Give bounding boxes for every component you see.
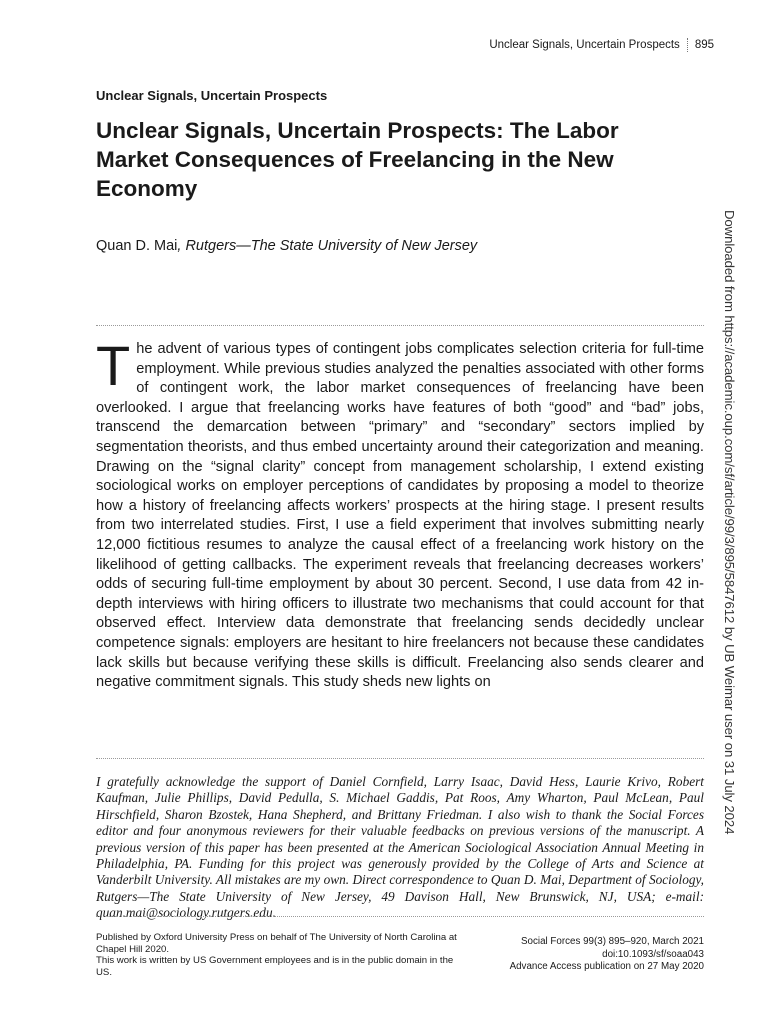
- acknowledgment: I gratefully acknowledge the support of Daniel Cornfield, Larry Isaac, David Hess, Laurie Krivo, Robert Kaufman, Julie Phillips, David Pedulla, S. Michael Gaddis, Pat Roos, Amy Wharton, Paul McLean, Paul Hirschfield, Sharon Bzostek, Hana Shepherd, and Brittany Friedman. I also wish to thank the Social Forces editor and four anonymous reviewers for their valuable feedbacks on previous versions of the manuscript. A previous version of this paper has been presented at the American Sociological Association Annual Meeting in Philadelphia, PA. Funding for this project was generously provided by the College of Arts and Science at Vanderbilt University. All mistakes are my own. Direct correspondence to Quan D. Mai, Department of Sociology, Rutgers—The State University of New Jersey, 49 Davison Hall, New Brunswick, NJ, USA; e-mail: quan.mai@sociology.rutgers.edu.: [96, 774, 704, 921]
- article-title: Unclear Signals, Uncertain Prospects: The Labor Market Consequences of Freelancing in the New Economy: [96, 118, 619, 201]
- running-head: [489, 38, 714, 52]
- article-kicker: Unclear Signals, Uncertain Prospects: [96, 88, 328, 103]
- publisher-line-1: Published by Oxford University Press on behalf of The University of North Carolina at Chapel Hill 2020.: [96, 932, 457, 955]
- author-name: Quan D. Mai: [96, 238, 178, 254]
- download-watermark: Downloaded from https://academic.oup.com/sf/article/99/3/895/5847612 by UB Weimar user on 31 July 2024: [722, 210, 737, 835]
- advance-access: Advance Access publication on 27 May 2020: [509, 961, 704, 972]
- author-line: [96, 238, 477, 254]
- doi: doi:10.1093/sf/soaa043: [602, 948, 704, 960]
- footer-rule: [96, 916, 704, 917]
- running-head-title: Unclear Signals, Uncertain Prospects: [489, 39, 680, 51]
- author-affiliation: , Rutgers—The State University of New Jersey: [177, 238, 478, 254]
- abstract-text: he advent of various types of contingent jobs complicates selection criteria for full-time employment. While previous studies analyzed the penalties associated with other forms of contingent work, the labor market consequences of freelancing have been overlooked. I argue that freelancing works have features of both “good” and “bad” jobs, transcend the demarcation between “primary” and “secondary” sectors implied by segmentation theorists, and thus embed uncertainty around their categorization and meaning. Drawing on the “signal clarity” concept from management scholarship, I extend existing sociological works on employer perceptions of candidates by proposing a model to theorize how a history of freelancing affects workers’ prospects at the hiring stage. I present results from two interrelated studies. First, I use a field experiment that involves submitting nearly 12,000 fictitious resumes to analyze the causal effect of a freelancing work history on the likelihood of getting callbacks. The experiment reveals that freelancing decreases workers’ odds of securing full-time employment by about 30 percent. Second, I use data from 42 in-depth interviews with hiring officers to illustrate two mechanisms that could account for that observed effect. Interview data demonstrate that freelancing sends decidedly unclear competence signals: employers are hesitant to hire freelancers not because these candidates lack skills but because verifying these skills is difficult. Freelancing also sends clearer and negative commitment signals. This study sheds new lights on: [96, 341, 704, 691]
- journal-citation: Social Forces 99(3) 895–920, March 2021: [521, 936, 704, 947]
- abstract-top-rule: [96, 325, 704, 326]
- page-number: 895: [694, 39, 714, 51]
- abstract-dropcap: T: [96, 334, 131, 397]
- publisher-line-2: This work is written by US Government employees and is in the public domain in the US.: [96, 955, 454, 978]
- abstract: [96, 334, 704, 693]
- publisher-note: [96, 932, 466, 978]
- running-head-divider: [687, 38, 688, 52]
- citation-block: [444, 936, 704, 974]
- abstract-bottom-rule: [96, 758, 704, 759]
